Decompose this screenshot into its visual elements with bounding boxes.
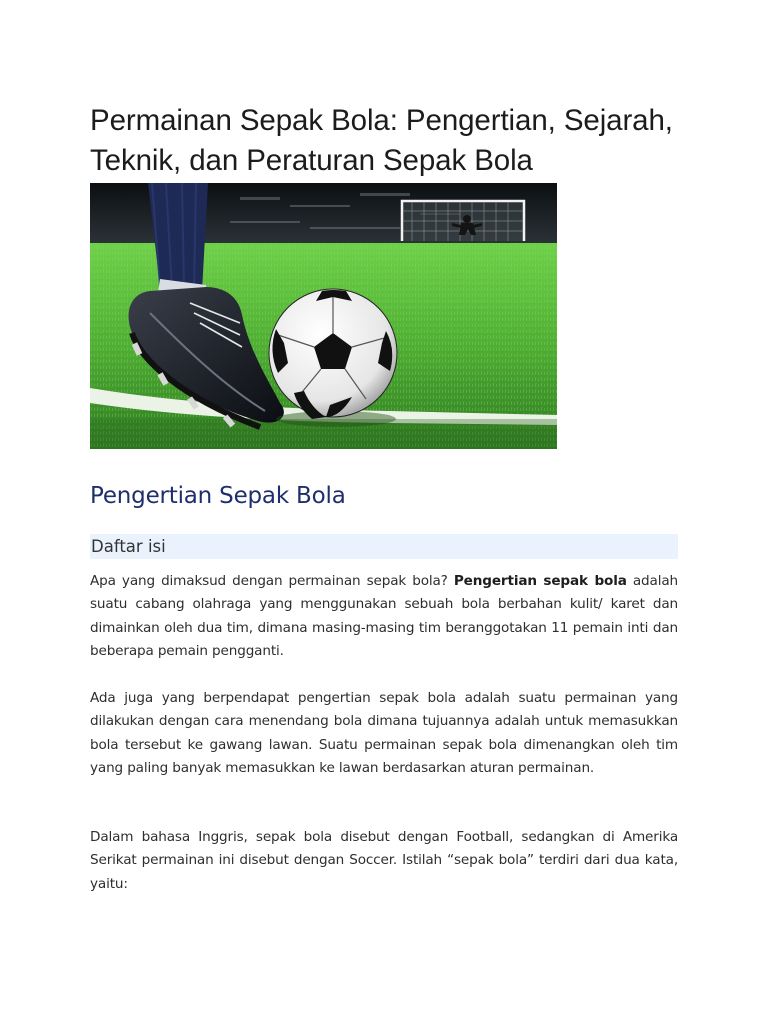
section-heading: Pengertian Sepak Bola	[90, 483, 346, 509]
paragraph	[90, 570, 678, 663]
page-title: Permainan Sepak Bola: Pengertian, Sejarah, Teknik, dan Peraturan Sepak Bola	[90, 104, 673, 177]
toc-label: Daftar isi	[91, 537, 166, 556]
paragraph: Ada juga yang berpendapat pengertian sepak bola adalah suatu permainan yang dilakukan dengan cara menendang bola dimana tujuannya adalah untuk memasukkan bola tersebut ke gawang lawan. Suatu permainan sepak bola dimenangkan oleh tim yang paling banyak memasukkan ke lawan berdasarkan aturan permainan.	[90, 690, 678, 776]
paragraph-lead: Apa yang dimaksud dengan permainan sepak bola?	[90, 573, 454, 589]
paragraph: Dalam bahasa Inggris, sepak bola disebut dengan Football, sedangkan di Amerika Serikat permainan ini disebut dengan Soccer. Istilah “sepak bola” terdiri dari dua kata, yaitu:	[90, 829, 678, 892]
hero-image	[90, 183, 557, 449]
paragraph-rest: adalah suatu cabang olahraga yang menggunakan sebuah bola berbahan kulit/ karet dan dimainkan oleh dua tim, dimana masing-masing tim beranggotakan 11 pemain inti dan beberapa pemain pengganti.	[90, 573, 678, 659]
bold-term: Pengertian sepak bola	[453, 573, 627, 589]
table-of-contents-toggle[interactable]	[90, 534, 678, 559]
